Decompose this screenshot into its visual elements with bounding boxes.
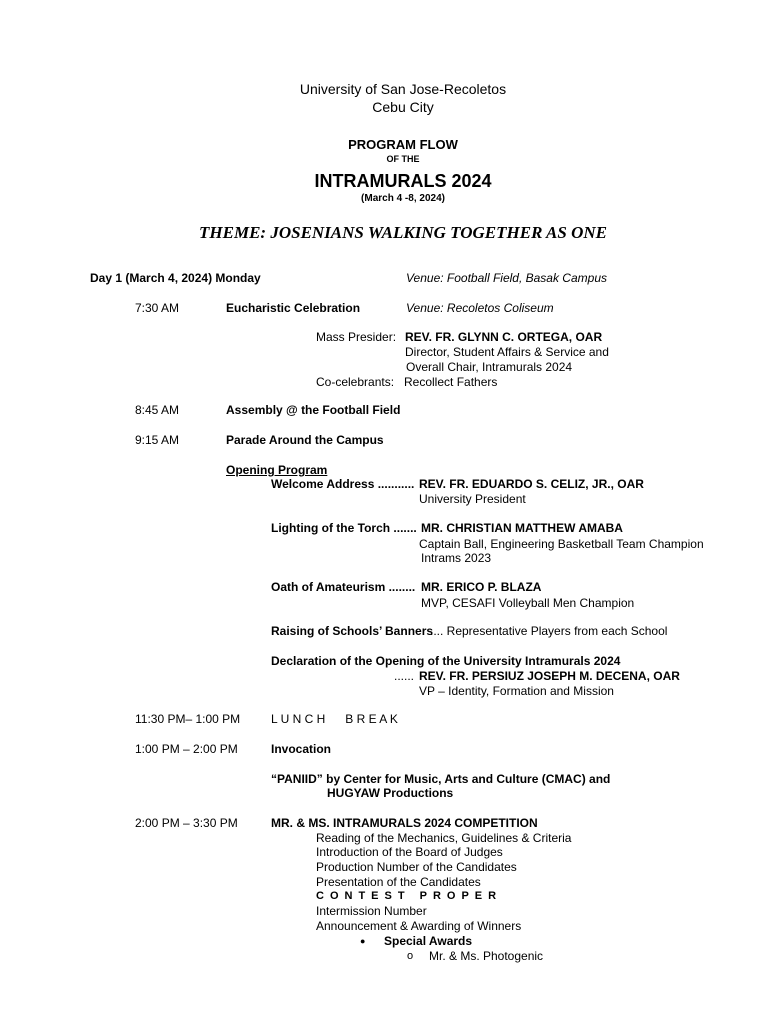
presider-role-2: Overall Chair, Intramurals 2024 (406, 360, 573, 374)
paniid-line-2: HUGYAW Productions (327, 786, 454, 800)
theme-line: THEME: JOSENIANS WALKING TOGETHER AS ONE (199, 223, 607, 242)
presider-label: Mass Presider: (316, 330, 397, 344)
photogenic-award: Mr. & Ms. Photogenic (429, 949, 544, 963)
bullet-icon: ● (360, 936, 366, 946)
invocation-title: Invocation (271, 742, 332, 756)
oath-name: MR. ERICO P. BLAZA (421, 580, 542, 594)
contest-title: MR. & MS. INTRAMURALS 2024 COMPETITION (271, 816, 538, 830)
mass-time: 7:30 AM (135, 301, 180, 315)
contest-item: Presentation of the Candidates (316, 875, 481, 889)
banners-label: Raising of Schools’ Banners (271, 624, 434, 638)
lunch-break: L U N C H B R E A K (271, 712, 398, 726)
day1-venue: Venue: Football Field, Basak Campus (406, 271, 607, 285)
banners-text: .... Representative Players from each School (430, 624, 668, 638)
contest-item: Reading of the Mechanics, Guidelines & Criteria (316, 831, 572, 845)
lunch-time: 11:30 PM– 1:00 PM (135, 712, 241, 726)
program-flow-title: PROGRAM FLOW (348, 137, 458, 152)
welcome-role: University President (419, 492, 526, 506)
welcome-label: Welcome Address ........... (271, 477, 415, 491)
contest-item: Intermission Number (316, 904, 427, 918)
cocelebrants: Recollect Fathers (404, 375, 498, 389)
presider-role-1: Director, Student Affairs & Service and (405, 345, 609, 359)
declaration-name: REV. FR. PERSIUZ JOSEPH M. DECENA, OAR (419, 669, 680, 683)
parade-time: 9:15 AM (135, 433, 180, 447)
paniid-line-1: “PANIID” by Center for Music, Arts and Culture (CMAC) and (271, 772, 611, 786)
oath-role: MVP, CESAFI Volleyball Men Champion (421, 596, 635, 610)
sub-bullet-icon: o (407, 950, 414, 962)
contest-proper: CONTEST PROPER (316, 890, 503, 902)
contest-item: Production Number of the Candidates (316, 860, 517, 874)
presider-name: REV. FR. GLYNN C. ORTEGA, OAR (405, 330, 603, 344)
declaration-dots: ...... (394, 669, 415, 683)
cocelebrants-label: Co-celebrants: (316, 375, 395, 389)
torch-label: Lighting of the Torch ....... (271, 521, 417, 535)
parade-title: Parade Around the Campus (226, 433, 384, 447)
event-title: INTRAMURALS 2024 (314, 171, 492, 191)
opening-program-title: Opening Program (226, 463, 328, 477)
welcome-name: REV. FR. EDUARDO S. CELIZ, JR., OAR (419, 477, 644, 491)
of-the-label: OF THE (386, 154, 420, 164)
day1-heading: Day 1 (March 4, 2024) Monday (90, 271, 261, 285)
city-name: Cebu City (372, 99, 434, 115)
declaration-role: VP – Identity, Formation and Mission (419, 684, 614, 698)
event-dates: (March 4 -8, 2024) (361, 193, 445, 204)
torch-name: MR. CHRISTIAN MATTHEW AMABA (421, 521, 623, 535)
assembly-title: Assembly @ the Football Field (226, 403, 401, 417)
contest-time: 2:00 PM – 3:30 PM (135, 816, 238, 830)
invocation-time: 1:00 PM – 2:00 PM (135, 742, 238, 756)
mass-title: Eucharistic Celebration (226, 301, 361, 315)
declaration-title: Declaration of the Opening of the University Intramurals 2024 (271, 654, 621, 668)
contest-item: Announcement & Awarding of Winners (316, 919, 522, 933)
torch-role-1: Captain Ball, Engineering Basketball Team Champion (419, 537, 704, 551)
assembly-time: 8:45 AM (135, 403, 180, 417)
mass-venue: Venue: Recoletos Coliseum (406, 301, 554, 315)
university-name: University of San Jose-Recoletos (299, 81, 507, 97)
contest-item: Introduction of the Board of Judges (316, 845, 503, 859)
oath-label: Oath of Amateurism ........ (271, 580, 416, 594)
torch-role-2: Intrams 2023 (421, 551, 492, 565)
special-awards: Special Awards (384, 934, 473, 948)
